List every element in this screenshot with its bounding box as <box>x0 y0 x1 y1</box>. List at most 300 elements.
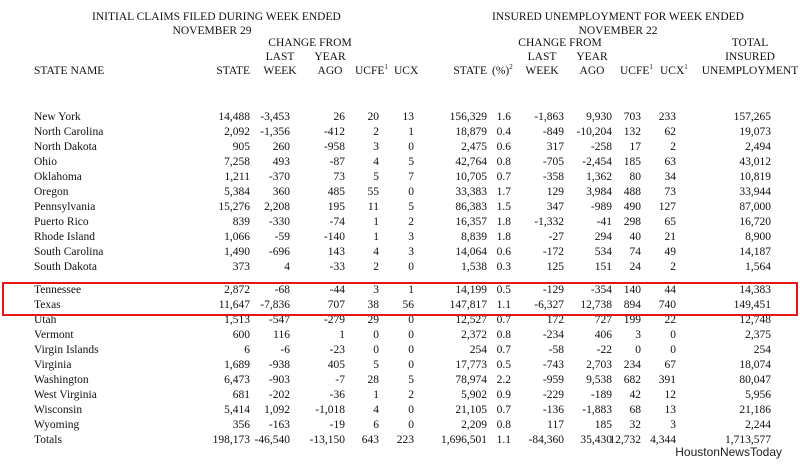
cell-ucfe-ins: 68 <box>629 404 641 416</box>
cell-ucfe: 3 <box>373 284 379 296</box>
cell-state: 6,473 <box>224 374 250 386</box>
cell-state: 5,384 <box>224 186 250 198</box>
cell-pct: 0.7 <box>496 404 511 416</box>
cell-total-insured: 18,074 <box>739 359 771 371</box>
cell-year-ago: 405 <box>327 359 345 371</box>
last-week-header: LAST WEEK <box>263 51 297 77</box>
cell-ucfe: 55 <box>367 186 379 198</box>
cell-last-week: -7,836 <box>260 299 290 311</box>
table-row <box>0 358 800 373</box>
ucx-header: UCX <box>394 65 419 77</box>
cell-ucx-ins: 65 <box>664 216 676 228</box>
cell-state-name: Oregon <box>34 186 69 198</box>
cell-state-name: Pennsylvania <box>34 201 96 213</box>
cell-last-week: -1,356 <box>260 126 290 138</box>
cell-year-ago: -13,150 <box>309 434 345 446</box>
cell-year-ago-ins: 35,430 <box>580 434 612 446</box>
cell-total-insured: 14,383 <box>739 284 771 296</box>
cell-ucfe: 6 <box>373 419 379 431</box>
cell-state: 373 <box>232 261 250 273</box>
cell-ucfe-ins: 490 <box>623 201 641 213</box>
cell-ucfe-ins: 132 <box>623 126 641 138</box>
state-right-header: STATE <box>453 65 487 77</box>
cell-year-ago: 195 <box>327 201 345 213</box>
cell-last-week-ins: -849 <box>542 126 564 138</box>
cell-pct: 0.9 <box>496 389 511 401</box>
cell-state: 1,066 <box>224 231 250 243</box>
cell-state-name: Oklahoma <box>34 171 82 183</box>
cell-last-week-ins: 129 <box>546 186 564 198</box>
cell-ucfe: 0 <box>373 329 379 341</box>
cell-pct: 0.3 <box>496 261 511 273</box>
table-row <box>0 388 800 403</box>
cell-ucfe: 2 <box>373 126 379 138</box>
cell-ucx-ins: 233 <box>658 111 676 123</box>
cell-state-ins: 14,199 <box>455 284 487 296</box>
table-row <box>0 155 800 170</box>
cell-last-week-ins: 125 <box>546 261 564 273</box>
cell-ucx: 0 <box>408 186 414 198</box>
cell-ucx: 0 <box>408 359 414 371</box>
cell-ucfe: 4 <box>373 246 379 258</box>
cell-total-insured: 33,944 <box>739 186 771 198</box>
cell-last-week: -202 <box>268 389 290 401</box>
cell-ucx: 7 <box>408 171 414 183</box>
cell-pct: 1.7 <box>496 186 511 198</box>
table-row <box>0 140 800 155</box>
cell-ucfe: 20 <box>367 111 379 123</box>
cell-ucx-ins: 391 <box>658 374 676 386</box>
cell-pct: 1.5 <box>496 201 511 213</box>
cell-ucx-ins: 34 <box>664 171 676 183</box>
cell-state-name: Utah <box>34 314 57 326</box>
cell-state-ins: 42,764 <box>455 156 487 168</box>
cell-ucx: 223 <box>396 434 414 446</box>
cell-state: 681 <box>232 389 250 401</box>
cell-ucfe: 5 <box>373 171 379 183</box>
year-ago-right-header: YEAR AGO <box>576 51 608 77</box>
cell-total-insured: 43,012 <box>739 156 771 168</box>
ucfe-header: UCFE$^1$ <box>355 63 388 77</box>
cell-pct: 0.6 <box>496 246 511 258</box>
cell-state-name: Wyoming <box>34 419 80 431</box>
cell-ucx-ins: 3 <box>670 419 676 431</box>
cell-ucx: 3 <box>408 231 414 243</box>
cell-year-ago: -87 <box>329 156 345 168</box>
cell-year-ago-ins: 534 <box>594 246 612 258</box>
cell-total-insured: 149,451 <box>733 299 771 311</box>
cell-year-ago-ins: 3,984 <box>586 186 612 198</box>
table-row <box>0 418 800 433</box>
cell-year-ago-ins: 185 <box>594 419 612 431</box>
cell-last-week: -696 <box>268 246 290 258</box>
cell-ucx: 1 <box>408 126 414 138</box>
cell-ucx: 0 <box>408 419 414 431</box>
cell-year-ago-ins: 294 <box>594 231 612 243</box>
cell-ucx: 13 <box>402 111 414 123</box>
cell-ucfe-ins: 488 <box>623 186 641 198</box>
cell-year-ago-ins: -2,454 <box>582 156 612 168</box>
cell-ucx: 5 <box>408 201 414 213</box>
cell-year-ago-ins: -22 <box>596 344 612 356</box>
cell-year-ago-ins: 1,362 <box>586 171 612 183</box>
cell-ucfe: 3 <box>373 141 379 153</box>
cell-year-ago-ins: -189 <box>590 389 612 401</box>
cell-ucx: 0 <box>408 344 414 356</box>
cell-last-week-ins: -58 <box>548 344 564 356</box>
cell-year-ago-ins: 727 <box>594 314 612 326</box>
cell-ucx: 0 <box>408 261 414 273</box>
cell-state-ins: 147,817 <box>449 299 487 311</box>
cell-ucx: 0 <box>408 314 414 326</box>
cell-pct: 0.6 <box>496 141 511 153</box>
cell-state-name: West Virginia <box>34 389 97 401</box>
table-row <box>0 260 800 275</box>
table-row <box>0 373 800 388</box>
cell-last-week-ins: -136 <box>542 404 564 416</box>
cell-state: 11,647 <box>218 299 250 311</box>
cell-pct: 0.8 <box>496 329 511 341</box>
cell-pct: 0.8 <box>496 156 511 168</box>
table-row <box>0 343 800 358</box>
cell-ucfe-ins: 703 <box>623 111 641 123</box>
cell-last-week: -3,453 <box>260 111 290 123</box>
cell-state-ins: 16,357 <box>455 216 487 228</box>
cell-state-name: Rhode Island <box>34 231 96 243</box>
cell-ucfe-ins: 682 <box>623 374 641 386</box>
watermark: HoustonNewsToday <box>675 445 782 459</box>
cell-ucx-ins: 63 <box>664 156 676 168</box>
cell-state-name: Wisconsin <box>34 404 83 416</box>
cell-ucfe: 28 <box>367 374 379 386</box>
table-row <box>0 110 800 125</box>
table-row <box>0 170 800 185</box>
cell-total-insured: 12,748 <box>739 314 771 326</box>
ucfe-right-header: UCFE$^1$ <box>620 63 653 77</box>
state-header: STATE <box>216 65 250 77</box>
cell-last-week: -68 <box>274 284 290 296</box>
table-row <box>0 185 800 200</box>
cell-state-ins: 5,902 <box>461 389 487 401</box>
cell-ucfe: 38 <box>367 299 379 311</box>
table-row <box>0 313 800 328</box>
cell-ucx-ins: 44 <box>664 284 676 296</box>
total-insured-header: TOTAL INSURED UNEMPLOYMENT <box>701 37 799 77</box>
cell-pct: 1.6 <box>496 111 511 123</box>
cell-ucfe: 2 <box>373 261 379 273</box>
cell-last-week: -46,540 <box>254 434 290 446</box>
cell-ucx: 3 <box>408 246 414 258</box>
cell-pct: 0.7 <box>496 314 511 326</box>
table-row <box>0 125 800 140</box>
cell-state-ins: 2,209 <box>461 419 487 431</box>
cell-year-ago-ins: 9,538 <box>586 374 612 386</box>
cell-ucx-ins: 22 <box>664 314 676 326</box>
cell-last-week-ins: -229 <box>542 389 564 401</box>
cell-ucfe-ins: 80 <box>629 171 641 183</box>
cell-ucx: 5 <box>408 374 414 386</box>
cell-ucx: 0 <box>408 404 414 416</box>
table-row <box>0 403 800 418</box>
cell-ucfe-ins: 894 <box>623 299 641 311</box>
cell-state: 7,258 <box>224 156 250 168</box>
cell-year-ago: -412 <box>323 126 345 138</box>
cell-year-ago: 1 <box>339 329 345 341</box>
cell-pct: 1.8 <box>496 216 511 228</box>
cell-state: 1,689 <box>224 359 250 371</box>
cell-state-name: New York <box>34 111 81 123</box>
cell-ucfe: 1 <box>373 231 379 243</box>
cell-ucfe-ins: 199 <box>623 314 641 326</box>
table-row <box>0 283 800 298</box>
cell-ucx-ins: 4,344 <box>650 434 676 446</box>
cell-state-ins: 8,839 <box>461 231 487 243</box>
cell-last-week-ins: -959 <box>542 374 564 386</box>
cell-last-week-ins: -1,863 <box>534 111 564 123</box>
year-ago-header: YEAR AGO <box>314 51 346 77</box>
cell-year-ago-ins: -10,204 <box>576 126 612 138</box>
cell-state: 1,513 <box>224 314 250 326</box>
cell-year-ago-ins: 2,703 <box>586 359 612 371</box>
cell-year-ago-ins: -258 <box>590 141 612 153</box>
cell-state-name: South Dakota <box>34 261 97 273</box>
cell-last-week-ins: -84,360 <box>528 434 564 446</box>
cell-last-week: 493 <box>272 156 290 168</box>
cell-total-insured: 1,713,577 <box>725 434 771 446</box>
cell-state-name: Virginia <box>34 359 72 371</box>
cell-ucx-ins: 740 <box>658 299 676 311</box>
cell-last-week-ins: 317 <box>546 141 564 153</box>
cell-last-week: 1,092 <box>264 404 290 416</box>
cell-total-insured: 2,244 <box>745 419 771 431</box>
cell-ucx: 0 <box>408 141 414 153</box>
cell-ucx: 2 <box>408 216 414 228</box>
cell-state: 905 <box>232 141 250 153</box>
cell-last-week: 260 <box>272 141 290 153</box>
change-from-header-right: CHANGE FROM <box>518 37 602 49</box>
cell-ucx: 1 <box>408 284 414 296</box>
cell-ucx-ins: 21 <box>664 231 676 243</box>
table-row <box>0 298 800 313</box>
ucx-right-header: UCX$^1$ <box>660 63 688 77</box>
cell-ucx-ins: 127 <box>658 201 676 213</box>
cell-year-ago: -140 <box>323 231 345 243</box>
cell-ucfe: 1 <box>373 389 379 401</box>
cell-pct: 2.2 <box>496 374 511 386</box>
table-row <box>0 200 800 215</box>
cell-ucx-ins: 12 <box>664 389 676 401</box>
cell-state-ins: 17,773 <box>455 359 487 371</box>
cell-total-insured: 1,564 <box>745 261 771 273</box>
cell-year-ago: -1,018 <box>315 404 345 416</box>
cell-state-name: South Carolina <box>34 246 104 258</box>
cell-last-week-ins: -27 <box>548 231 564 243</box>
cell-pct: 0.7 <box>496 171 511 183</box>
cell-state: 600 <box>232 329 250 341</box>
cell-state: 356 <box>232 419 250 431</box>
table-row <box>0 328 800 343</box>
cell-year-ago: -23 <box>329 344 345 356</box>
cell-state-name: North Carolina <box>34 126 104 138</box>
cell-year-ago-ins: -1,883 <box>582 404 612 416</box>
pct-header: (%)$^2$ <box>492 63 513 77</box>
cell-state-ins: 21,105 <box>455 404 487 416</box>
cell-total-insured: 2,375 <box>745 329 771 341</box>
cell-state-ins: 10,705 <box>455 171 487 183</box>
cell-last-week-ins: 117 <box>547 419 564 431</box>
initial-claims-title: INITIAL CLAIMS FILED DURING WEEK ENDED NOVEMBER 29 <box>92 11 341 37</box>
cell-year-ago-ins: 9,930 <box>586 111 612 123</box>
cell-state: 1,211 <box>224 171 250 183</box>
cell-state-name: North Dakota <box>34 141 97 153</box>
cell-ucfe: 0 <box>373 344 379 356</box>
cell-ucfe-ins: 185 <box>623 156 641 168</box>
cell-state-name: Totals <box>34 434 62 446</box>
cell-ucfe-ins: 140 <box>623 284 641 296</box>
cell-state-name: Ohio <box>34 156 57 168</box>
cell-state: 5,414 <box>224 404 250 416</box>
cell-ucx-ins: 62 <box>664 126 676 138</box>
cell-ucfe-ins: 12,732 <box>609 434 641 446</box>
cell-ucx-ins: 73 <box>664 186 676 198</box>
cell-total-insured: 16,720 <box>739 216 771 228</box>
cell-ucfe-ins: 298 <box>623 216 641 228</box>
cell-state-ins: 1,538 <box>461 261 487 273</box>
cell-state-ins: 1,696,501 <box>441 434 487 446</box>
cell-ucfe: 5 <box>373 359 379 371</box>
cell-ucfe: 11 <box>367 201 379 213</box>
cell-year-ago: 26 <box>333 111 345 123</box>
cell-ucx-ins: 0 <box>670 344 676 356</box>
cell-year-ago: 143 <box>327 246 345 258</box>
cell-total-insured: 5,956 <box>745 389 771 401</box>
cell-last-week-ins: -6,327 <box>534 299 564 311</box>
state-name-header: STATE NAME <box>34 65 105 77</box>
cell-total-insured: 14,187 <box>739 246 771 258</box>
cell-total-insured: 21,186 <box>739 404 771 416</box>
cell-last-week: -370 <box>268 171 290 183</box>
cell-state-ins: 33,383 <box>455 186 487 198</box>
cell-ucx: 5 <box>408 156 414 168</box>
cell-state-ins: 78,974 <box>455 374 487 386</box>
cell-last-week: -547 <box>268 314 290 326</box>
cell-ucx-ins: 2 <box>670 261 676 273</box>
cell-last-week: -163 <box>268 419 290 431</box>
insured-unemployment-title: INSURED UNEMPLOYMENT FOR WEEK ENDED NOVEMBER 22 <box>492 11 744 37</box>
cell-state: 2,092 <box>224 126 250 138</box>
cell-total-insured: 87,000 <box>739 201 771 213</box>
cell-state-ins: 14,064 <box>455 246 487 258</box>
cell-state: 198,173 <box>212 434 250 446</box>
cell-state-ins: 86,383 <box>455 201 487 213</box>
cell-pct: 0.4 <box>496 126 511 138</box>
cell-ucfe: 4 <box>373 404 379 416</box>
cell-pct: 1.1 <box>496 299 511 311</box>
cell-ucfe: 643 <box>361 434 379 446</box>
cell-total-insured: 10,819 <box>739 171 771 183</box>
cell-last-week: 4 <box>284 261 290 273</box>
cell-state-name: Washington <box>34 374 89 386</box>
cell-pct: 0.5 <box>496 284 511 296</box>
cell-state-ins: 18,879 <box>455 126 487 138</box>
cell-pct: 1.8 <box>496 231 511 243</box>
cell-ucx: 2 <box>408 389 414 401</box>
table-row <box>0 215 800 230</box>
cell-ucx: 56 <box>402 299 414 311</box>
cell-ucfe-ins: 0 <box>635 344 641 356</box>
cell-last-week-ins: 172 <box>546 314 564 326</box>
cell-state: 6 <box>244 344 250 356</box>
cell-total-insured: 2,494 <box>745 141 771 153</box>
cell-year-ago: -19 <box>329 419 345 431</box>
cell-ucfe-ins: 24 <box>629 261 641 273</box>
cell-state: 14,488 <box>218 111 250 123</box>
change-from-header-left: CHANGE FROM <box>268 37 352 49</box>
cell-last-week-ins: -358 <box>542 171 564 183</box>
cell-total-insured: 19,073 <box>739 126 771 138</box>
cell-last-week: 116 <box>273 329 290 341</box>
cell-last-week-ins: 347 <box>546 201 564 213</box>
cell-state-ins: 2,372 <box>461 329 487 341</box>
cell-state-name: Virgin Islands <box>34 344 99 356</box>
cell-pct: 1.1 <box>496 434 511 446</box>
cell-last-week-ins: -705 <box>542 156 564 168</box>
cell-year-ago: 73 <box>333 171 345 183</box>
cell-last-week: 2,208 <box>264 201 290 213</box>
cell-ucx-ins: 49 <box>664 246 676 258</box>
cell-last-week: -903 <box>268 374 290 386</box>
cell-year-ago: -74 <box>329 216 345 228</box>
cell-state: 1,490 <box>224 246 250 258</box>
cell-state-ins: 12,527 <box>455 314 487 326</box>
cell-ucfe: 4 <box>373 156 379 168</box>
cell-year-ago-ins: 406 <box>594 329 612 341</box>
cell-ucfe: 29 <box>367 314 379 326</box>
cell-year-ago: -36 <box>329 389 345 401</box>
cell-pct: 0.8 <box>496 419 511 431</box>
cell-ucfe-ins: 17 <box>629 141 641 153</box>
cell-year-ago: 485 <box>327 186 345 198</box>
cell-total-insured: 80,047 <box>739 374 771 386</box>
last-week-right-header: LAST WEEK <box>525 51 559 77</box>
cell-total-insured: 254 <box>753 344 771 356</box>
cell-last-week: -938 <box>268 359 290 371</box>
cell-year-ago-ins: -354 <box>590 284 612 296</box>
cell-last-week: -59 <box>274 231 290 243</box>
cell-ucfe-ins: 42 <box>629 389 641 401</box>
cell-year-ago: -958 <box>323 141 345 153</box>
cell-ucfe-ins: 3 <box>635 329 641 341</box>
cell-year-ago: 707 <box>327 299 345 311</box>
cell-ucx-ins: 0 <box>670 329 676 341</box>
table-row <box>0 245 800 260</box>
cell-state-name: Texas <box>34 299 61 311</box>
table-row <box>0 230 800 245</box>
cell-year-ago-ins: 151 <box>594 261 612 273</box>
cell-last-week-ins: -172 <box>542 246 564 258</box>
cell-year-ago: -7 <box>335 374 345 386</box>
cell-last-week: -6 <box>280 344 290 356</box>
cell-state: 839 <box>232 216 250 228</box>
cell-ucfe-ins: 74 <box>629 246 641 258</box>
cell-year-ago: -279 <box>323 314 345 326</box>
cell-state-ins: 2,475 <box>461 141 487 153</box>
cell-last-week-ins: -1,332 <box>534 216 564 228</box>
cell-year-ago-ins: 12,738 <box>580 299 612 311</box>
cell-last-week: -330 <box>268 216 290 228</box>
cell-year-ago: -44 <box>329 284 345 296</box>
cell-state-name: Puerto Rico <box>34 216 89 228</box>
